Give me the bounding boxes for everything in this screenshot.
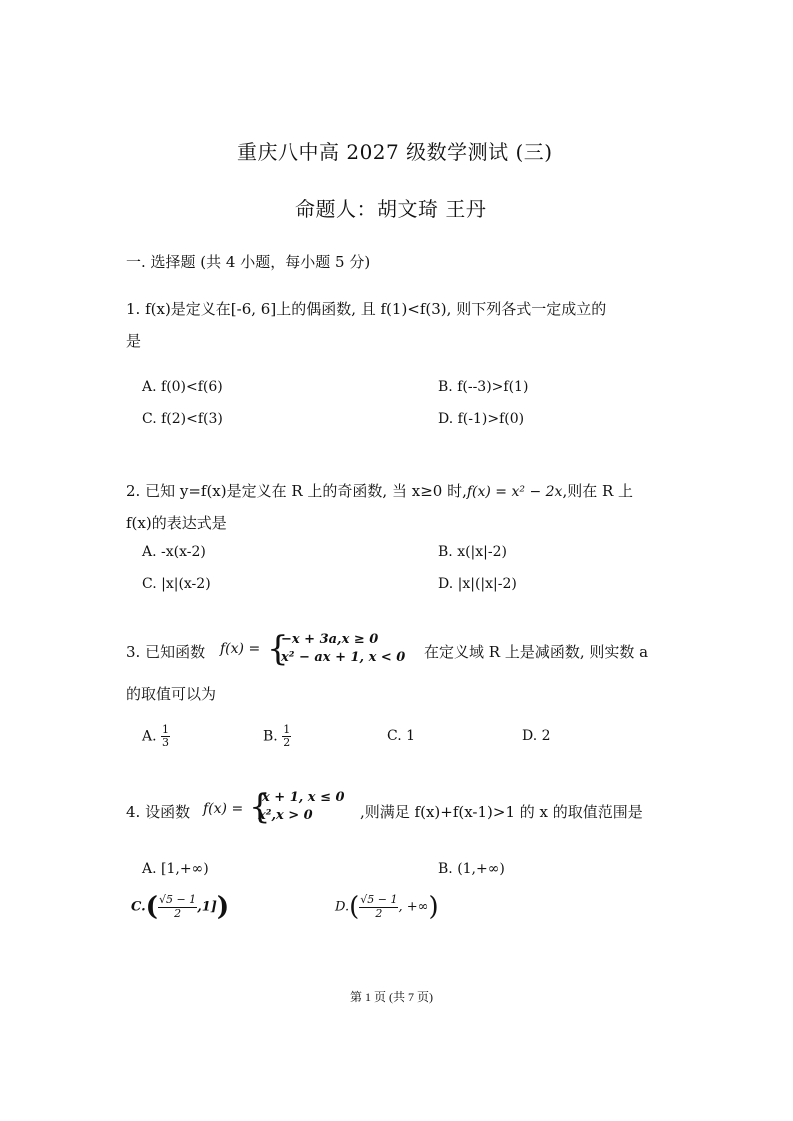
q2-stem-text-a: 2. 已知 y=f(x)是定义在 R 上的奇函数, 当 x≥0 时,: [126, 482, 467, 500]
q3-case1: −x + 3a,x ≥ 0: [281, 632, 379, 647]
q4-option-d-rparen: ): [428, 892, 439, 922]
q2-option-a: A. -x(x-2): [142, 544, 206, 560]
section-heading: 一. 选择题 (共 4 小题，每小题 5 分): [126, 253, 371, 271]
q4-prefix: 4. 设函数: [126, 803, 191, 821]
q4-option-a: A. [1,+∞): [142, 861, 209, 877]
q2-option-c: C. |x|(x-2): [142, 576, 211, 592]
q4-option-d: [335, 894, 439, 920]
q4-option-c-den: 2: [174, 906, 182, 920]
q4-case2: x²,x > 0: [258, 808, 313, 823]
q4-option-c-lparen: (: [145, 892, 158, 922]
q3-option-b-num: 1: [283, 723, 291, 736]
q3-option-a-den: 3: [162, 736, 170, 750]
q4-option-d-num: √5 − 1: [360, 893, 398, 907]
q3-option-b-fraction: [282, 724, 291, 749]
q3-option-a-fraction: [161, 724, 170, 749]
q4-option-c-fraction: [158, 894, 197, 919]
q3-option-b: [263, 724, 291, 749]
q2-option-d: D. |x|(|x|-2): [438, 576, 517, 592]
q4-option-b: B. (1,+∞): [438, 861, 505, 877]
q4-option-d-lparen: (: [349, 892, 360, 922]
q3-prefix: 3. 已知函数: [126, 643, 206, 661]
q3-option-a-label: A.: [142, 728, 157, 745]
q1-stem-line2: 是: [126, 332, 142, 350]
q3-stem-line2: 的取值可以为: [126, 685, 217, 703]
q3-suffix: 在定义域 R 上是减函数, 则实数 a: [424, 643, 649, 661]
q4-case1: x + 1, x ≤ 0: [262, 790, 345, 805]
q3-case2: x² − ax + 1, x < 0: [281, 650, 406, 665]
page-number-footer: 第 1 页 (共 7 页): [350, 990, 433, 1004]
q3-option-b-label: B.: [263, 728, 278, 745]
q4-option-c-label: C.: [131, 899, 146, 915]
q3-fx: f(x) =: [220, 641, 261, 657]
q3-brace: {: [267, 629, 289, 669]
q4-fx: f(x) =: [203, 801, 244, 817]
q2-stem-line1: [126, 480, 633, 501]
q1-option-d: D. f(-1)>f(0): [438, 411, 525, 427]
q3-option-d: D. 2: [522, 728, 551, 744]
q4-brace: {: [249, 787, 271, 827]
q4-option-d-tail: , +∞: [398, 899, 429, 915]
q4-option-c-tail: ,1]: [197, 899, 217, 915]
q2-stem-text-b: ,则在 R 上: [562, 482, 634, 500]
q3-option-c: C. 1: [387, 728, 416, 744]
q4-option-c-rparen: ): [216, 892, 230, 922]
q1-stem-line1: 1. f(x)是定义在[-6, 6]上的偶函数, 且 f(1)<f(3), 则下列各式一定成立的: [126, 300, 607, 318]
q2-stem-line2: f(x)的表达式是: [126, 514, 227, 532]
q4-option-c-num: √5 − 1: [158, 893, 197, 907]
q4-option-d-fraction: [359, 894, 398, 919]
authors-line: 命题人：胡文琦 王丹: [295, 197, 487, 221]
q1-option-a: A. f(0)<f(6): [142, 379, 223, 395]
q1-option-c: C. f(2)<f(3): [142, 411, 223, 427]
q1-option-b: B. f(--3)>f(1): [438, 379, 529, 395]
q2-formula: f(x) = x² − 2x: [466, 484, 563, 500]
page-title: 重庆八中高 2027 级数学测试 (三): [237, 140, 553, 164]
q3-option-a: [142, 724, 170, 749]
q4-option-d-label: D.: [335, 899, 350, 915]
q4-option-d-den: 2: [375, 906, 383, 920]
q3-option-a-num: 1: [162, 723, 170, 736]
q3-option-b-den: 2: [283, 736, 291, 750]
q2-option-b: B. x(|x|-2): [438, 544, 507, 560]
q4-suffix: ,则满足 f(x)+f(x-1)>1 的 x 的取值范围是: [360, 803, 643, 821]
q4-option-c: [131, 894, 229, 920]
